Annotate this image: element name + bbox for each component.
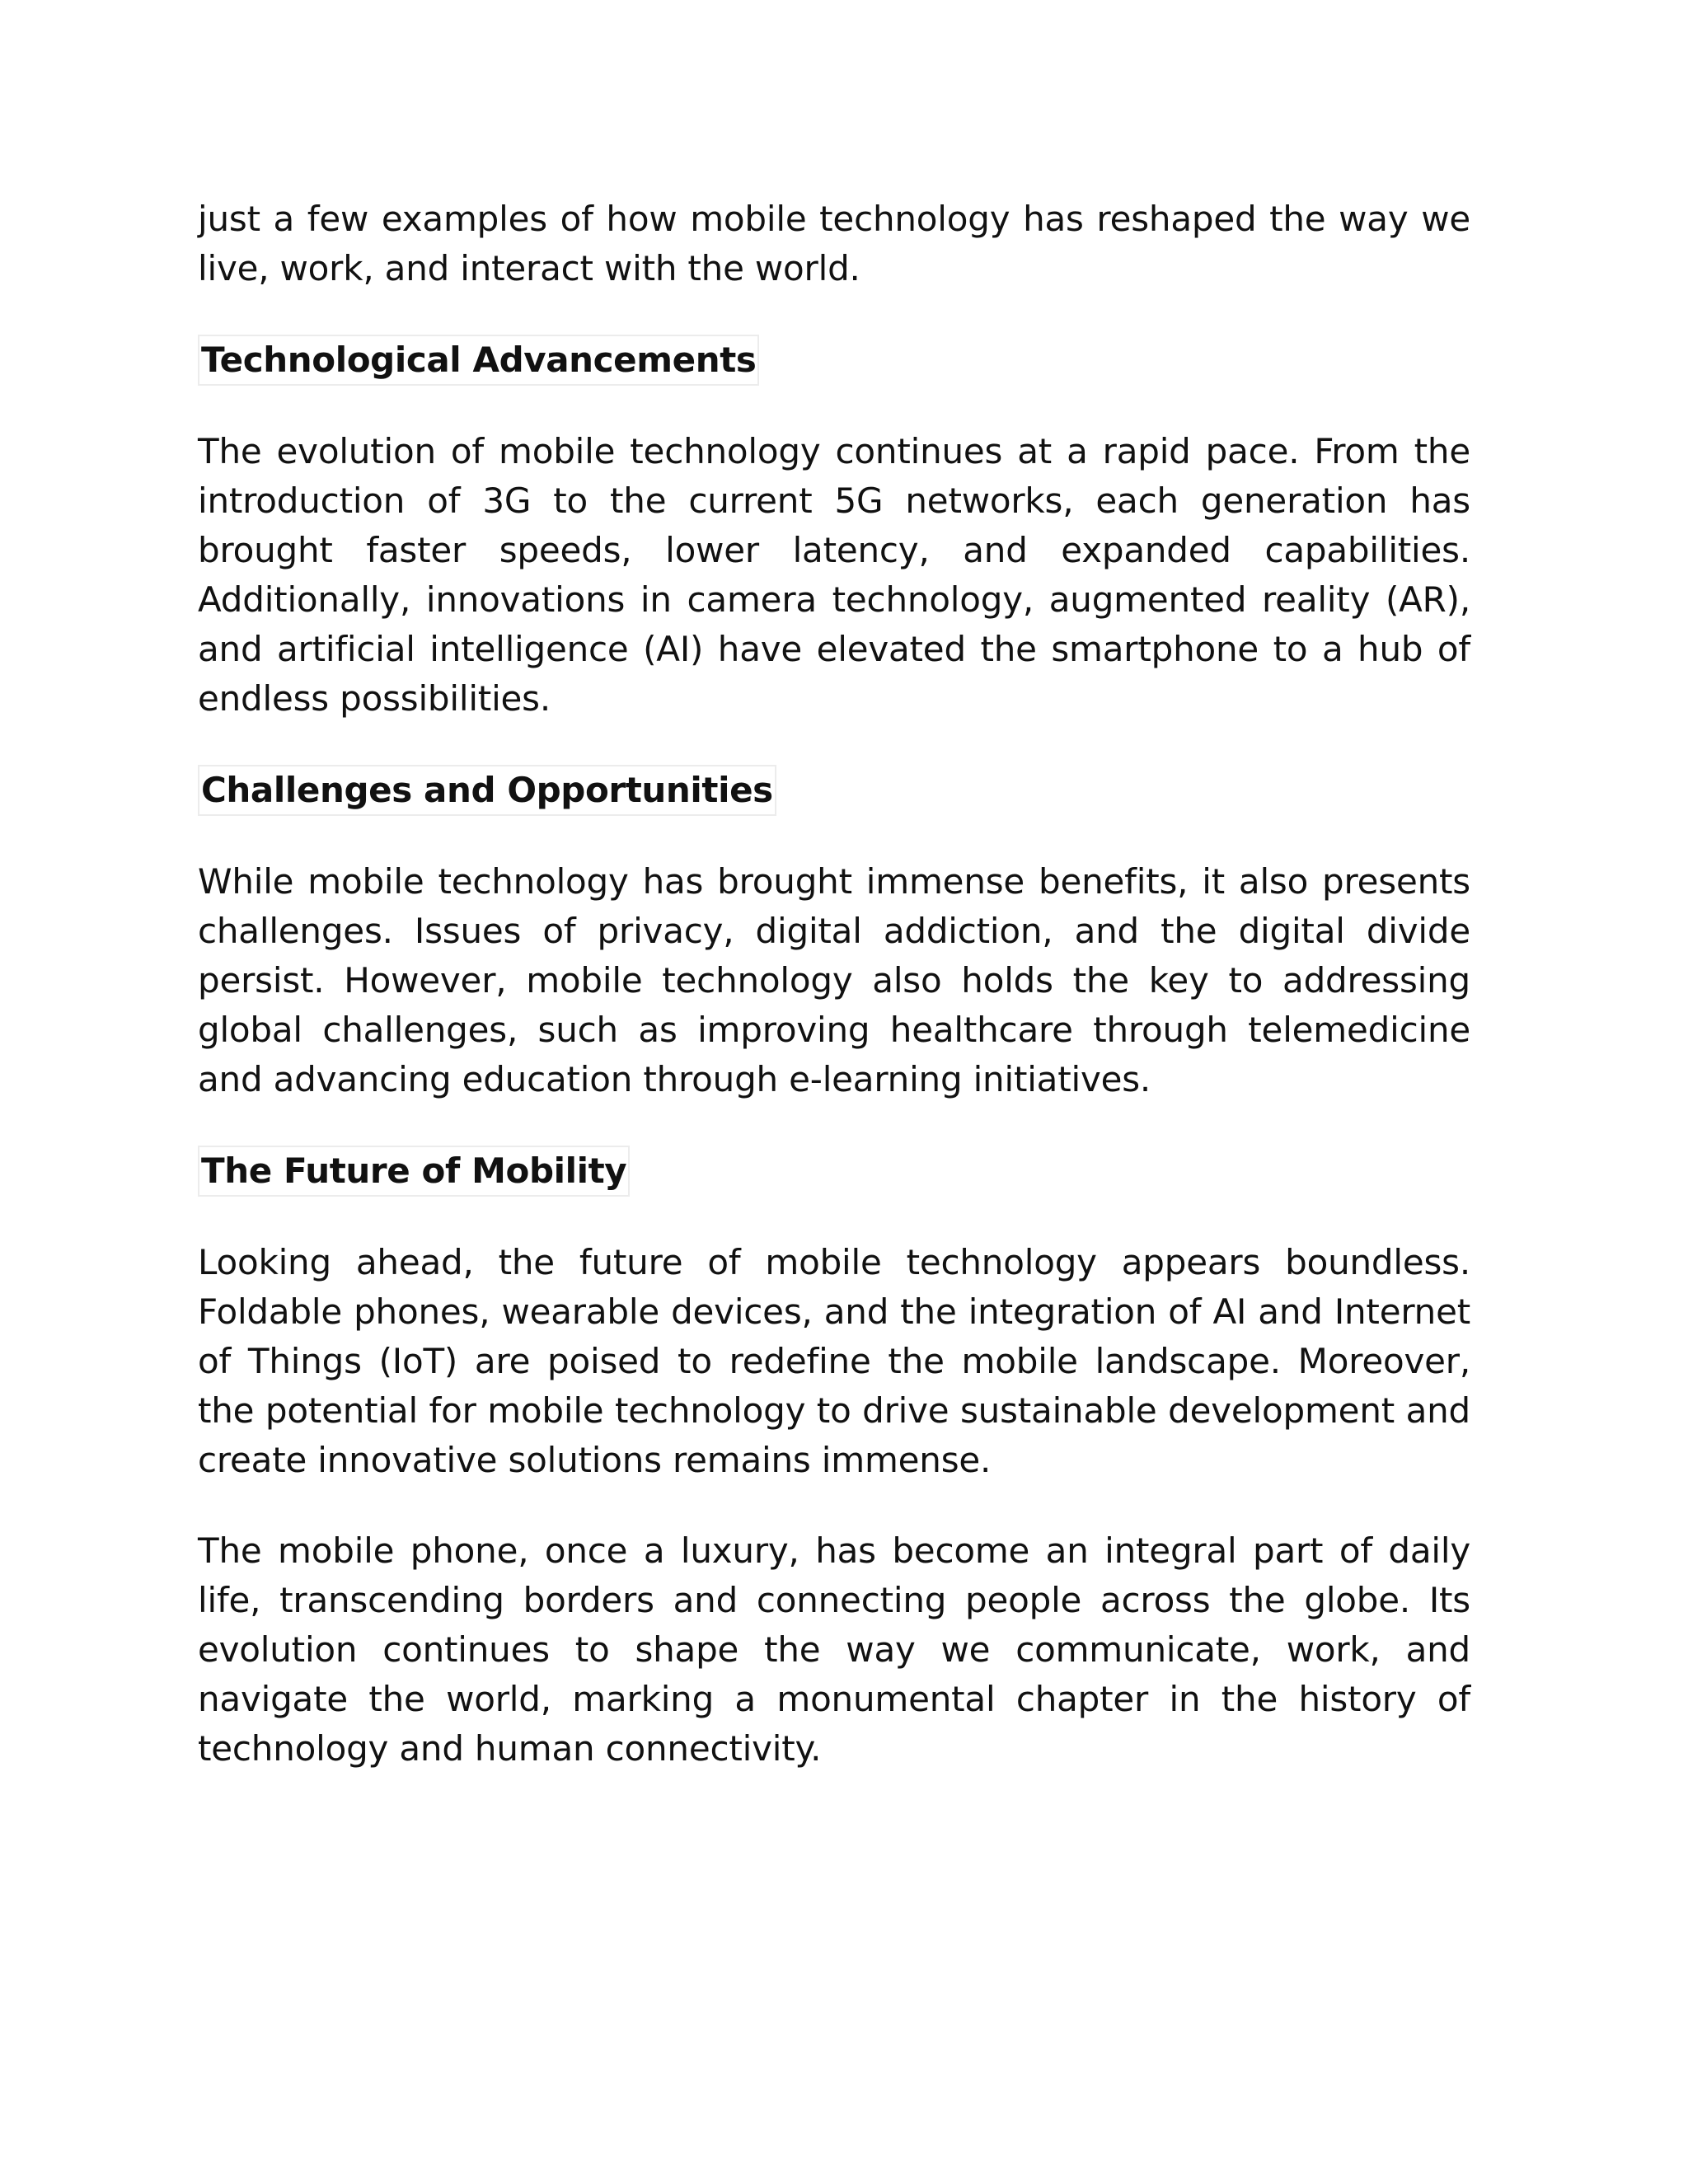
section-paragraph: Looking ahead, the future of mobile technology appears boundless. Foldable phones, wearable devices, and the integration of AI and Internet of Things (IoT) are poised to redefine the mobile landscape. Moreover, the potential for mobile technology to drive sustainable development and create innovative solutions remains immense.: [198, 1242, 1470, 1480]
section-paragraph: While mobile technology has brought immense benefits, it also presents challenges. Issues of privacy, digital addiction, and the digital divide persist. However, mobile technology also holds the key to addressing global challenges, such as improving healthcare through telemedicine and advancing education through e-learning initiatives.: [198, 861, 1470, 1099]
closing-paragraph: The mobile phone, once a luxury, has become an integral part of daily life, transcending borders and connecting people across the globe. Its evolution continues to shape the way we communicate, work, and navigate the world, marking a monumental chapter in the history of technology and human connectivity.: [198, 1530, 1470, 1769]
section-future-of-mobility: [198, 1146, 1470, 1238]
section-paragraph: The evolution of mobile technology continues at a rapid pace. From the introduction of 3G to the current 5G networks, each generation has brought faster speeds, lower latency, and expanded capabilities. Additionally, innovations in camera technology, augmented reality (AR), and artificial intelligence (AI) have elevated the smartphone to a hub of endless possibilities.: [198, 431, 1470, 719]
intro-paragraph: just a few examples of how mobile technology has reshaped the way we live, work, and interact with the world.: [198, 199, 1470, 288]
section-heading: Technological Advancements: [198, 335, 759, 386]
section-heading: Challenges and Opportunities: [198, 765, 776, 816]
document-body: [198, 194, 1470, 1815]
section-challenges-and-opportunities: [198, 765, 1470, 857]
section-heading: The Future of Mobility: [198, 1146, 630, 1197]
section-technological-advancements: [198, 335, 1470, 427]
